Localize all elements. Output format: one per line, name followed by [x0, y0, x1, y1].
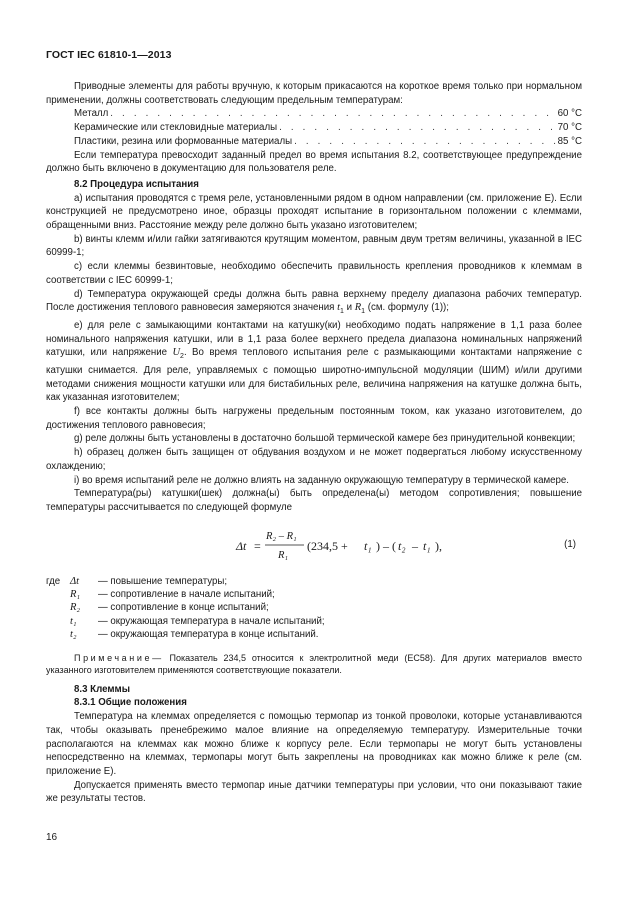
section-8-3-1-paragraph-1: Температура на клеммах определяется с помощью термопар из тонкой проволоки, которые устанавливаются так, чтобы оказывать пренебрежимо малое влияние на определяемую температуру. Измерительные точки располагаются на клеммах как можно ближе к корпусу реле. Если термопары не могут быть установлены непосредственно на клеммах, термопары могут быть закреплены на проводниках как можно ближе к реле (см. приложение Е). [46, 711, 582, 777]
legend-where-label: где [46, 575, 61, 587]
legend-text: — повышение температуры; [98, 575, 228, 587]
section-8-2-title: 8.2 Процедура испытания [74, 178, 199, 190]
section-8-3-1-title: 8.3.1 Общие положения [74, 697, 187, 709]
section-8-3-1-paragraph-2: Допускается применять вместо термопар иные датчики температуры при условии, что они показывают такие же результаты тестов. [46, 779, 582, 805]
legend-symbol: R₁ [70, 589, 81, 601]
note-label: Примечание— [74, 652, 164, 663]
document-body [46, 80, 582, 806]
legend-symbol: t₁ [70, 615, 77, 627]
item-b: b) винты клемм и/или гайки затягиваются крутящим моментом, равным двум третям величины, указанной в IEC 60999-1; [46, 233, 582, 259]
legend-row [46, 601, 582, 614]
item-a: а) испытания проводятся с тремя реле, установленными рядом в одном направлении (см. приложение Е). Если конструкцией не предусмотрено иное, образцы проходят испытание в горизонтальном положении с клеммами, обращенными вниз. Расстояние между реле должно быть указано изготовителем; [46, 192, 582, 232]
leader-dots [279, 121, 556, 135]
formula-intro: Температура(ры) катушки(шек) должна(ы) быть определена(ы) методом сопротивления; повышение температуры рассчитывается по следующей формуле [46, 488, 582, 513]
section-8-3-title: 8.3 Клеммы [74, 683, 130, 695]
note-paragraph [46, 652, 582, 677]
leader-dots [294, 135, 556, 149]
limit-value: 85 °С [557, 135, 582, 147]
legend-text: — сопротивление в конце испытаний; [98, 602, 269, 614]
limit-material: Керамические или стекловидные материалы [74, 122, 278, 134]
formula-part-c: ), [435, 538, 442, 553]
formula-equals: = [254, 538, 261, 553]
limit-value: 70 °С [557, 122, 582, 134]
note-text: Показатель 234,5 относится к электролитной меди (ЕС58). Для других материалов вместо указанного изготовителем применяются соответствующие показатели. [46, 652, 582, 676]
page-number: 16 [46, 832, 58, 843]
legend-row [46, 575, 582, 588]
legend-row [46, 628, 582, 641]
item-i: i) во время испытаний реле не должно влиять на заданную окружающую температуру в термической камере. [74, 474, 569, 486]
limit-material: Металл [74, 108, 109, 120]
formula-expression [46, 523, 506, 569]
leader-dots [110, 107, 555, 121]
formula-part-a: (234,5 + [307, 538, 348, 553]
legend-text: — окружающая температура в конце испытаний. [98, 629, 319, 641]
legend-symbol: t₂ [70, 629, 77, 641]
legend-symbol: R₂ [70, 602, 81, 614]
limit-value: 60 °С [557, 108, 582, 120]
formula-denominator: R₁ [278, 549, 289, 561]
formula-number: (1) [564, 538, 576, 550]
limit-row [46, 107, 582, 121]
formula-delta: Δt [236, 538, 247, 553]
limit-row [46, 121, 582, 135]
formula-t2: t₂ [398, 538, 406, 553]
item-h: h) образец должен быть защищен от обдувания воздухом и не может подвергаться любому искусственному охлаждению; [46, 447, 582, 472]
legend-text: — сопротивление в начале испытаний; [98, 589, 275, 601]
intro-paragraph: Приводные элементы для работы вручную, к которым прикасаются на короткое время только при нормальном применении, должны соответствовать следующим предельным температурам: [46, 81, 582, 106]
formula-t1: t₁ [364, 538, 372, 553]
formula-part-b: ) – ( [376, 538, 396, 553]
item-g: g) реле должны быть установлены в достаточно большой термической камере без принудительной конвекции; [74, 433, 576, 445]
formula-numerator: R₂ – R₁ [266, 530, 297, 542]
formula-minus: – [412, 538, 418, 553]
limit-row [46, 135, 582, 149]
legend-text: — окружающая температура в начале испытаний; [98, 615, 325, 627]
item-e: е) для реле с замыкающими контактами на катушку(ки) необходимо подать напряжение в 1,1 раза более номинального напряжения катушки, или в 1,1 раза более верхнего предела диапазона номинальных напряжений катушки, или напряжение $U_2$. Во время теплового испытания реле с размыкающими контактами напряжение с катушки снимается. Для реле, управляемых с помощью широтно-импульсной модуляции (ШИМ) и/или другими методами снижения мощности катушки или для бистабильных реле, величина напряжения на катушке должна быть, как указанная изготовителем; [46, 319, 582, 404]
item-d: d) Температура окружающей среды должна быть равна верхнему пределу диапазона рабочих температур. После достижения теплового равновесия замеряются значения $t_1$ и $R_1$ (см. формулу (1)); [46, 288, 582, 316]
warning-paragraph: Если температура превосходит заданный предел во время испытания 8.2, соответствующее предупреждение должно быть включено в документацию для пользователя реле. [46, 149, 582, 175]
document-header: ГОСТ IEC 61810-1—2013 [46, 49, 172, 61]
formula-block [46, 523, 582, 569]
item-c: c) если клеммы безвинтовые, необходимо обеспечить правильность крепления проводников к клеммам в соответствии с IEC 60999-1; [46, 261, 582, 286]
legend-list [46, 575, 582, 642]
legend-row [46, 588, 582, 601]
formula-t1-second: t₁ [423, 538, 431, 553]
limit-material: Пластики, резина или формованные материалы [74, 135, 293, 147]
item-f: f) все контакты должны быть нагружены предельным постоянным током, как указано изготовителем, до достижения теплового равновесия; [46, 406, 582, 431]
legend-row [46, 615, 582, 628]
temperature-limits-list [46, 107, 582, 148]
legend-symbol: Δt [70, 575, 80, 587]
